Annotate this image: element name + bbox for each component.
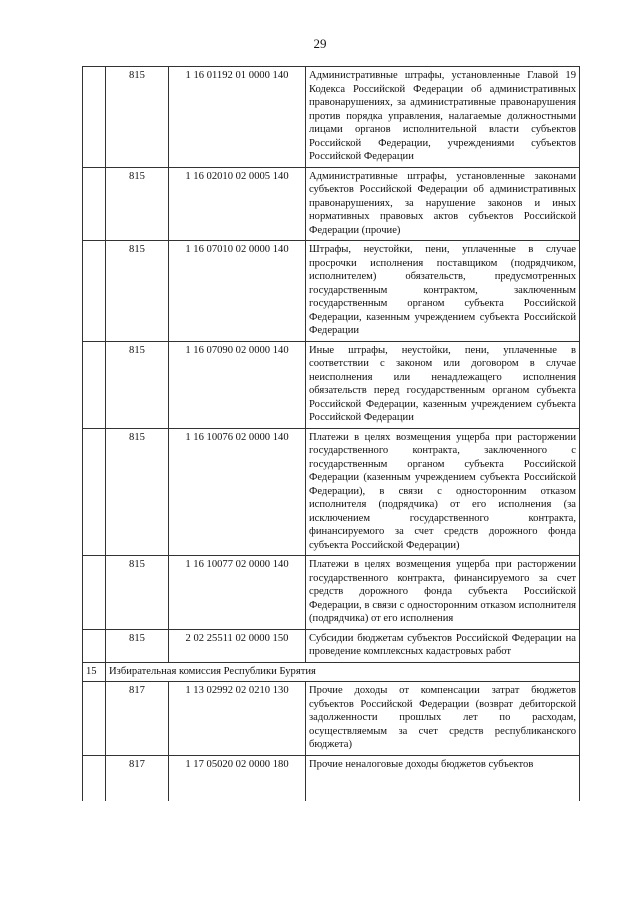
admin-code-cell: 815 — [106, 241, 169, 342]
table-row — [83, 629, 580, 662]
admin-code-cell: 815 — [106, 341, 169, 428]
budget-code-cell: 1 16 02010 02 0005 140 — [169, 167, 306, 241]
row-number-cell — [83, 67, 106, 168]
table-row — [83, 682, 580, 756]
row-number-cell — [83, 167, 106, 241]
description-cell: Платежи в целях возмещения ущерба при расторжении государственного контракта, финансируемого за счет средств дорожного фонда субъекта Российской Федерации, в связи с односторонним отказом исполнителя (подрядчика) от его исполнения — [306, 556, 580, 630]
budget-code-cell: 1 16 01192 01 0000 140 — [169, 67, 306, 168]
row-number-cell — [83, 755, 106, 801]
row-number-cell — [83, 241, 106, 342]
budget-code-cell: 1 16 07010 02 0000 140 — [169, 241, 306, 342]
admin-code-cell: 815 — [106, 629, 169, 662]
row-number-cell — [83, 556, 106, 630]
budget-code-cell: 1 13 02992 02 0210 130 — [169, 682, 306, 756]
table-row — [83, 428, 580, 556]
description-cell: Прочие неналоговые доходы бюджетов субъектов — [306, 755, 580, 801]
description-cell: Прочие доходы от компенсации затрат бюджетов субъектов Российской Федерации (возврат дебиторской задолженности прошлых лет по расходам, осуществляемым за счет средств республиканского бюджета) — [306, 682, 580, 756]
table-row — [83, 167, 580, 241]
row-number-cell — [83, 341, 106, 428]
table-row — [83, 241, 580, 342]
description-cell: Штрафы, неустойки, пени, уплаченные в случае просрочки исполнения поставщиком (подрядчиком, исполнителем) обязательств, предусмотренных государственным контрактом, заключенным государственным органом субъекта Российской Федерации, казенным учреждением субъекта Российской Федерации — [306, 241, 580, 342]
row-number-cell — [83, 428, 106, 556]
table-row — [83, 556, 580, 630]
description-cell: Платежи в целях возмещения ущерба при расторжении государственного контракта, заключенного с государственным органом субъекта Российской Федерации (казенным учреждением субъекта Российской Федерации), в связи с односторонним отказом исполнителя (подрядчика) от его исполнения (за исключением государственного контракта, финансируемого за счет средств дорожного фонда субъекта Российской Федерации) — [306, 428, 580, 556]
description-cell: Иные штрафы, неустойки, пени, уплаченные в соответствии с законом или договором в случае неисполнения или ненадлежащего исполнения обязательств перед государственным органом субъекта Российской Федерации, казенным учреждением субъекта Российской Федерации — [306, 341, 580, 428]
budget-code-cell: 1 17 05020 02 0000 180 — [169, 755, 306, 801]
admin-code-cell: 815 — [106, 556, 169, 630]
budget-code-cell: 1 16 10076 02 0000 140 — [169, 428, 306, 556]
budget-code-cell: 2 02 25511 02 0000 150 — [169, 629, 306, 662]
description-cell: Административные штрафы, установленные законами субъектов Российской Федерации об административных правонарушениях, за нарушение законов и иных нормативных правовых актов субъектов Российской Федерации (прочие) — [306, 167, 580, 241]
row-number-cell — [83, 629, 106, 662]
section-number: 15 — [83, 662, 106, 682]
admin-code-cell: 817 — [106, 682, 169, 756]
page-number: 29 — [313, 36, 327, 51]
section-header-row — [83, 662, 580, 682]
row-number-cell — [83, 682, 106, 756]
table-row — [83, 67, 580, 168]
table-row — [83, 341, 580, 428]
admin-code-cell: 815 — [106, 167, 169, 241]
admin-code-cell: 815 — [106, 428, 169, 556]
budget-code-cell: 1 16 10077 02 0000 140 — [169, 556, 306, 630]
description-cell: Субсидии бюджетам субъектов Российской Федерации на проведение комплексных кадастровых работ — [306, 629, 580, 662]
budget-code-cell: 1 16 07090 02 0000 140 — [169, 341, 306, 428]
admin-code-cell: 817 — [106, 755, 169, 801]
section-title: Избирательная комиссия Республики Бурятия — [106, 662, 580, 682]
table-row — [83, 755, 580, 801]
description-cell: Административные штрафы, установленные Главой 19 Кодекса Российской Федерации об административных правонарушениях, за административные правонарушения против порядка управления, налагаемые должностными лицами органов исполнительной власти субъектов Российской Федерации, учреждениями субъектов Российской Федерации — [306, 67, 580, 168]
budget-codes-table — [82, 66, 580, 801]
admin-code-cell: 815 — [106, 67, 169, 168]
